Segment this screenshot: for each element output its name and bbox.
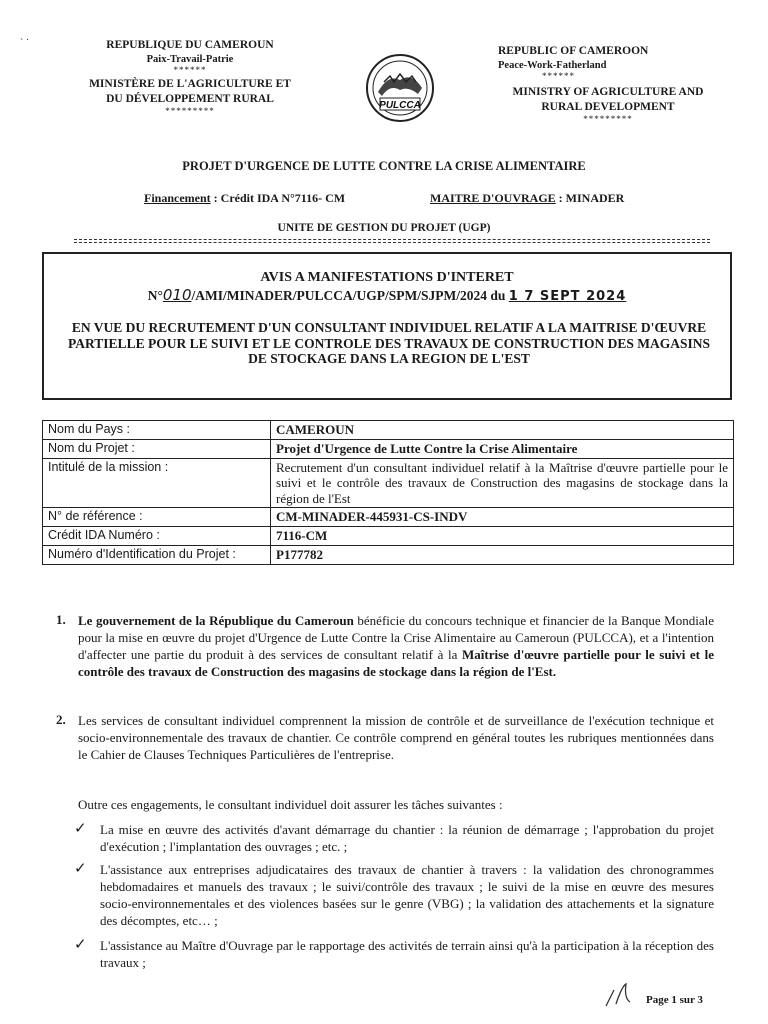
stars-en-1: ******: [542, 71, 575, 82]
para1-bold-intro: Le gouvernement de la République du Cameroun: [78, 613, 354, 628]
table-label: Intitulé de la mission :: [43, 459, 271, 508]
initials-signature: [600, 980, 640, 1010]
table-row: [43, 421, 734, 440]
table-label: Crédit IDA Numéro :: [43, 526, 271, 545]
task-item: L'assistance au Maître d'Ouvrage par le rapportage des activités de terrain ainsi qu'à la participation à la réception des travaux ;: [100, 938, 714, 970]
task-item: L'assistance aux entreprises adjudicataires des travaux de chantier à travers : la validation des chronogrammes hebdomadaires et manuels des travaux ; le suivi/contrôle des travaux ; le suivi de la mise en œuvre des mesures socio-environnementales et des violences basées sur le genre (VBG) ; la validation des attachements et la signature des décomptes, etc… ;: [100, 862, 714, 928]
table-row: [43, 507, 734, 526]
motto-en: Peace-Work-Fatherland: [498, 59, 607, 71]
stars-en-2: *********: [583, 113, 633, 124]
para1-bold-mission: Maîtrise d'œuvre partielle pour le suivi et le contrôle des travaux de Construction des magasins de stockage dans la région de l'Est.: [78, 647, 715, 680]
svg-text:PULCCA: PULCCA: [379, 100, 421, 111]
ugp-title: UNITE DE GESTION DU PROJET (UGP): [277, 222, 491, 234]
ref-middle: /AMI/MINADER/PULCCA/UGP/SPM/SJPM/2024 du: [191, 288, 509, 303]
para1-body: bénéficie du concours technique et financier de la Banque Mondiale pour la mise en œuvre du projet d'Urgence de Lutte Contre la Crise Alimentaire au Cameroun (PULCCA), et a l'intention d'affecter une partie du produit à des services de consultant relatif à la: [78, 613, 714, 663]
stars-fr-1: ******: [173, 65, 207, 76]
financing-label: Financement: [144, 191, 211, 205]
table-value: Recrutement d'un consultant individuel relatif à la Maîtrise d'œuvre partielle pour le suivi et le contrôle des travaux de Construction des magasins de stockage dans la région de l'Est: [271, 459, 734, 508]
para1-number: 1.: [56, 612, 66, 627]
avis-subject: EN VUE DU RECRUTEMENT D'UN CONSULTANT INDIVIDUEL RELATIF A LA MAITRISE D'ŒUVRE PARTIELLE POUR LE SUIVI ET LE CONTROLE DES TRAVAUX DE CONSTRUCTION DES MAGASINS DE STOCKAGE DANS LA REGION DE L'EST: [68, 320, 710, 367]
avis-box: [42, 252, 732, 400]
financing-value: : Crédit IDA N°7116- CM: [210, 191, 346, 205]
ref-date-stamp: 1 7 SEPT 2024: [508, 289, 627, 304]
country-fr: REPUBLIQUE DU CAMEROUN: [106, 39, 274, 51]
table-label: Numéro d'Identification du Projet :: [43, 545, 271, 564]
page-number: Page 1 sur 3: [646, 994, 703, 1006]
ref-prefix: N°: [147, 288, 163, 303]
table-label: N° de référence :: [43, 507, 271, 526]
ref-number-handwritten: 010: [162, 286, 192, 304]
scan-mark: ` ˙: [20, 38, 30, 49]
motto-fr: Paix-Travail-Patrie: [146, 53, 234, 65]
financing-line: [144, 191, 345, 206]
table-value: P177782: [271, 545, 734, 564]
project-title: PROJET D'URGENCE DE LUTTE CONTRE LA CRISE ALIMENTAIRE: [182, 159, 586, 173]
ministry-en-line2: RURAL DEVELOPMENT: [541, 101, 675, 113]
table-value: Projet d'Urgence de Lutte Contre la Crise Alimentaire: [271, 440, 734, 459]
check-icon: ✓: [74, 821, 87, 837]
country-en: REPUBLIC OF CAMEROON: [498, 45, 649, 57]
table-label: Nom du Pays :: [43, 421, 271, 440]
ministry-fr-line2: DU DÉVELOPPEMENT RURAL: [106, 93, 274, 105]
owner-label: MAITRE D'OUVRAGE: [430, 191, 556, 205]
header-left: [70, 38, 310, 116]
task-item: La mise en œuvre des activités d'avant démarrage du chantier : la réunion de démarrage ; l'approbation du projet d'exécution ; l'implantation des ouvrages ; etc. ;: [100, 822, 714, 854]
avis-title: AVIS A MANIFESTATIONS D'INTERET: [260, 270, 514, 285]
table-value: CAMEROUN: [271, 421, 734, 440]
table-label: Nom du Projet :: [43, 440, 271, 459]
table-row: [43, 545, 734, 564]
owner-value: : MINADER: [555, 191, 625, 205]
stars-fr-2: *********: [165, 105, 215, 116]
table-row: [43, 440, 734, 459]
check-icon: ✓: [74, 937, 87, 953]
owner-line: [430, 191, 624, 206]
header-right: [478, 44, 738, 124]
table-value: CM-MINADER-445931-CS-INDV: [271, 507, 734, 526]
table-row: [43, 459, 734, 508]
avis-reference: [44, 286, 730, 304]
pulcca-logo: [364, 52, 436, 124]
para2-text: Les services de consultant individuel comprennent la mission de contrôle et de surveillance de l'exécution technique et socio-environnementale des travaux de chantier. Ce contrôle comprend en général toutes les rubriques mentionnées dans le Cahier de Clauses Techniques Particulières de l'entreprise.: [78, 713, 714, 763]
para1-text: [78, 612, 714, 681]
table-value: 7116-CM: [271, 526, 734, 545]
info-table: [42, 420, 734, 565]
check-icon: ✓: [74, 861, 87, 877]
tasks-intro: Outre ces engagements, le consultant individuel doit assurer les tâches suivantes :: [78, 797, 503, 812]
ministry-en-line1: MINISTRY OF AGRICULTURE AND: [512, 86, 704, 99]
ministry-fr-line1: MINISTÈRE DE L'AGRICULTURE ET: [89, 78, 291, 91]
separator-line: [74, 239, 710, 243]
table-row: [43, 526, 734, 545]
para2-number: 2.: [56, 712, 66, 727]
